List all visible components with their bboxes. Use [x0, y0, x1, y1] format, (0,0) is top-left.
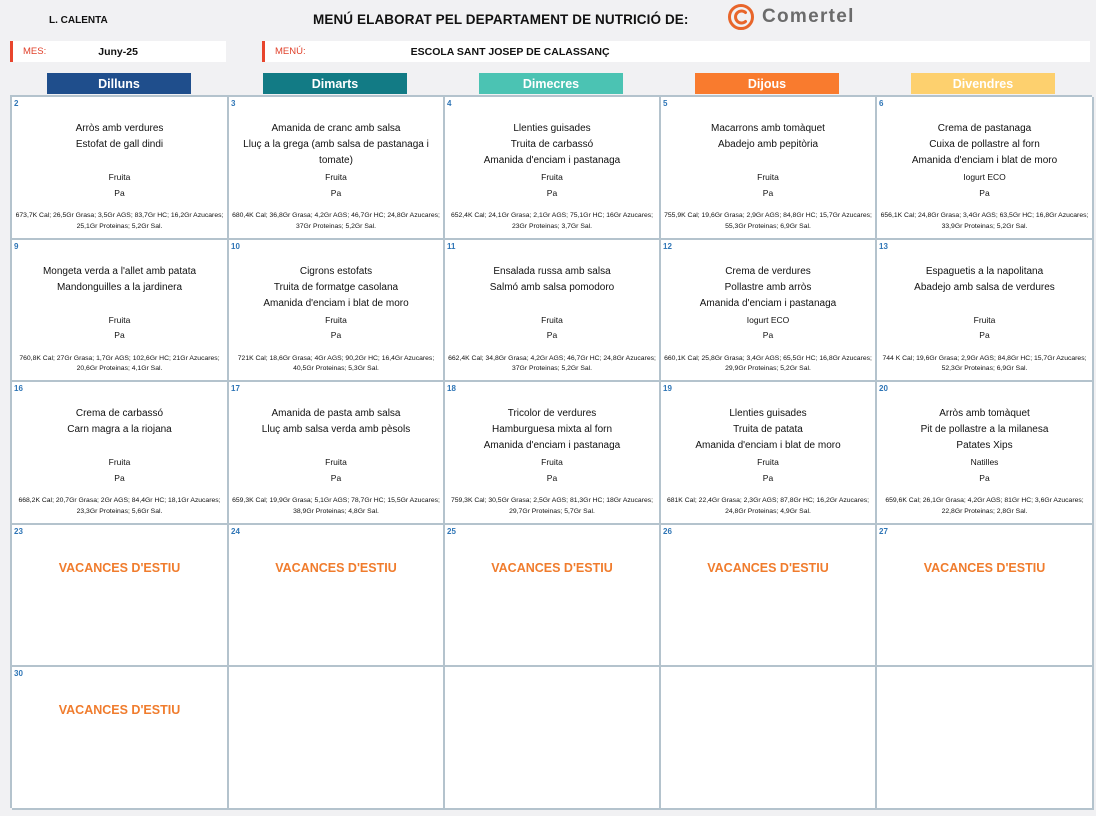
dish-list [665, 264, 871, 312]
extras-list [449, 313, 655, 344]
extras-list [16, 455, 223, 486]
day-number: 5 [663, 99, 668, 108]
day-number: 19 [663, 384, 672, 394]
dish-item: Pollastre amb arròs [724, 281, 812, 293]
day-number: 11 [447, 241, 456, 251]
day-cell-27 [877, 525, 1094, 668]
day-cell-5 [661, 97, 877, 240]
extra-item: Fruita [757, 172, 779, 182]
dish-item: Crema de verdures [725, 265, 811, 277]
extra-item: Pa [330, 472, 342, 483]
day-cell-19 [661, 382, 877, 525]
day-cell-17 [229, 382, 445, 525]
dish-item: Amanida de pasta amb salsa [271, 408, 401, 420]
extra-item: Pa [114, 472, 125, 483]
vacation-label: VACANCES D'ESTIU [58, 703, 181, 718]
day-cell-3 [229, 97, 445, 240]
extra-item: Pa [546, 187, 558, 198]
vacation-label: VACANCES D'ESTIU [275, 560, 397, 575]
dish-item: Crema de carbassó [75, 408, 164, 420]
dish-item: Cigrons estofats [299, 265, 373, 277]
dish-item: Lluç a la grega (amb salsa de pastanaga i tomate) [243, 139, 429, 166]
dish-item: Salmó amb salsa pomodoro [489, 281, 615, 293]
dish-item: Cuixa de pollastre al forn [929, 139, 1040, 150]
menu-calendar-grid [10, 95, 1092, 808]
dish-list [665, 406, 871, 454]
extra-item: Pa [979, 187, 990, 198]
nutrition-info: 721K Cal; 18,6Gr Grasa; 4Gr AGS; 90,2Gr HC; 16,4Gr Azucares; 40,5Gr Proteinas; 5,3Gr Sal. [237, 354, 435, 373]
company-logo [728, 4, 855, 30]
day-cell-13 [877, 240, 1094, 383]
extras-list [449, 455, 655, 486]
dish-list [233, 264, 439, 312]
comertel-logo-icon [728, 4, 754, 30]
extra-item: Fruita [541, 172, 563, 182]
extra-item: Natilles [970, 457, 999, 468]
day-cell-20 [877, 382, 1094, 525]
page-title: MENÚ ELABORAT PEL DEPARTAMENT DE NUTRICIÓ DE: [313, 12, 689, 27]
empty-day-cell [445, 667, 661, 810]
extras-list [881, 170, 1088, 201]
month-value: Juny-25 [98, 45, 138, 58]
month-field [10, 41, 226, 62]
weekday-header-2: Dimecres [479, 73, 623, 94]
menu-field [262, 41, 1090, 62]
day-cell-4 [445, 97, 661, 240]
dish-list [449, 406, 655, 454]
empty-day-cell [661, 667, 877, 810]
dish-list [881, 121, 1088, 169]
dish-item: Amanida de cranc amb salsa [271, 123, 401, 134]
day-cell-10 [229, 240, 445, 383]
nutrition-info: 660,1K Cal; 25,8Gr Grasa; 3,4Gr AGS; 65,5Gr HC; 16,8Gr Azucares; 29,9Gr Proteinas; 5,2Gr Sal. [664, 354, 872, 373]
day-number: 10 [231, 241, 240, 251]
extra-item: Iogurt ECO [746, 314, 790, 325]
day-number: 16 [14, 384, 23, 394]
weekday-header [0, 73, 1096, 94]
dish-item: Llenties guisades [729, 408, 807, 420]
day-number: 27 [879, 526, 888, 536]
day-cell-24 [229, 525, 445, 668]
dish-item: Carn magra a la riojana [67, 424, 172, 436]
day-cell-6 [877, 97, 1094, 240]
day-number: 4 [447, 99, 452, 108]
empty-day-cell [229, 667, 445, 810]
extra-item: Fruita [757, 457, 779, 468]
day-number: 3 [231, 99, 236, 108]
extra-item: Pa [762, 330, 774, 341]
day-cell-12 [661, 240, 877, 383]
extras-list [665, 170, 871, 201]
extra-item: Pa [546, 330, 558, 341]
day-cell-2 [12, 97, 229, 240]
day-cell-11 [445, 240, 661, 383]
weekday-header-3: Dijous [695, 73, 839, 94]
day-cell-25 [445, 525, 661, 668]
extras-list [665, 455, 871, 486]
extra-item: Pa [979, 330, 990, 341]
dish-item: Mongeta verda a l'allet amb patata [42, 265, 197, 277]
nutrition-info: 659,6K Cal; 26,1Gr Grasa; 4,2Gr AGS; 81Gr HC; 3,6Gr Azucares; 22,8Gr Proteinas; 2,8Gr Sal. [885, 497, 1084, 515]
day-cell-9 [12, 240, 229, 383]
day-cell-26 [661, 525, 877, 668]
day-cell-16 [12, 382, 229, 525]
dish-item: Patates Xips [956, 440, 1013, 452]
dish-item: Amanida d'enciam i pastanaga [483, 440, 621, 452]
dish-item: Ensalada russa amb salsa [493, 265, 611, 277]
dish-item: Crema de pastanaga [937, 123, 1032, 134]
nutrition-info: 755,9K Cal; 19,6Gr Grasa; 2,9Gr AGS; 84,8Gr HC; 15,7Gr Azucares; 55,3Gr Proteinas; 6,9Gr Sal. [664, 212, 872, 230]
extra-item: Pa [762, 187, 774, 198]
vacation-label: VACANCES D'ESTIU [707, 560, 829, 575]
nutrition-info: 656,1K Cal; 24,8Gr Grasa; 3,4Gr AGS; 63,5Gr HC; 16,8Gr Azucares; 33,9Gr Proteinas; 5,2Gr Sal. [880, 212, 1089, 230]
dish-item: Macarrons amb tomàquet [711, 123, 825, 134]
dish-item: Truita de patata [733, 424, 803, 436]
day-cell-23 [12, 525, 229, 668]
vacation-label: VACANCES D'ESTIU [923, 560, 1046, 575]
dish-item: Pit de pollastre a la milanesa [920, 424, 1049, 436]
day-number: 13 [879, 241, 888, 251]
nutrition-info: 652,4K Cal; 24,1Gr Grasa; 2,1Gr AGS; 75,1Gr HC; 16Gr Azucares; 23Gr Proteinas; 3,7Gr Sal. [450, 212, 654, 230]
dish-item: Hamburguesa mixta al forn [491, 424, 613, 436]
nutrition-info: 662,4K Cal; 34,8Gr Grasa; 4,2Gr AGS; 46,7Gr HC; 24,8Gr Azucares; 37Gr Proteinas; 5,2Gr Sal. [448, 354, 656, 373]
dish-item: Abadejo amb salsa de verdures [914, 281, 1055, 293]
dish-list [449, 121, 655, 169]
extras-list [449, 170, 655, 201]
dish-item: Amanida d'enciam i pastanaga [483, 155, 621, 166]
day-number: 30 [14, 669, 23, 679]
extras-list [665, 313, 871, 344]
extras-list [16, 313, 223, 344]
extras-list [881, 313, 1088, 344]
day-number: 2 [14, 99, 19, 108]
dish-list [233, 406, 439, 438]
extra-item: Fruita [973, 314, 996, 325]
extras-list [233, 455, 439, 486]
weekday-header-4: Divendres [911, 73, 1055, 94]
nutrition-info: 659,3K Cal; 19,9Gr Grasa; 5,1Gr AGS; 78,7Gr HC; 15,5Gr Azucares; 38,9Gr Proteinas; 4,8Gr Sal. [232, 497, 440, 515]
dish-item: Espaguetis a la napolitana [925, 265, 1044, 277]
extra-item: Fruita [541, 314, 563, 325]
dish-item: Arròs amb verdures [75, 123, 164, 134]
extra-item: Pa [114, 330, 125, 341]
dish-item: Tricolor de verdures [507, 408, 597, 420]
vacation-label: VACANCES D'ESTIU [58, 560, 181, 575]
dish-item: Amanida d'enciam i pastanaga [699, 297, 837, 309]
dish-list [233, 121, 439, 169]
day-number: 9 [14, 241, 19, 251]
dish-list [16, 264, 223, 296]
day-number: 23 [14, 526, 23, 536]
extra-item: Fruita [108, 314, 131, 325]
day-number: 25 [447, 526, 456, 536]
extras-list [233, 170, 439, 201]
extra-item: Iogurt ECO [963, 172, 1006, 182]
extra-item: Fruita [108, 457, 131, 468]
dish-item: Amanida d'enciam i blat de moro [263, 297, 409, 309]
nutrition-info: 760,8K Cal; 27Gr Grasa; 1,7Gr AGS; 102,6Gr HC; 21Gr Azucares; 20,6Gr Proteinas; 4,1Gr Sal. [19, 354, 220, 373]
menu-value: ESCOLA SANT JOSEP DE CALASSANÇ [410, 45, 610, 58]
nutrition-info: 668,2K Cal; 20,7Gr Grasa; 2Gr AGS; 84,4Gr HC; 18,1Gr Azucares; 23,3Gr Proteinas; 5,6Gr Sal. [18, 497, 221, 515]
dish-item: Estofat de gall dindi [75, 139, 164, 150]
extra-item: Pa [330, 187, 342, 198]
day-cell-30 [12, 667, 229, 810]
day-number: 20 [879, 384, 888, 394]
day-number: 12 [663, 241, 672, 251]
weekday-header-0: Dilluns [47, 73, 191, 94]
month-label: MES: [23, 46, 47, 57]
dish-item: Lluç amb salsa verda amb pèsols [261, 424, 411, 436]
dish-list [449, 264, 655, 296]
vacation-label: VACANCES D'ESTIU [491, 560, 613, 575]
owner-label: L. CALENTA [49, 15, 108, 26]
dish-item: Truita de carbassó [510, 139, 594, 150]
day-number: 6 [879, 99, 884, 108]
day-number: 26 [663, 526, 672, 536]
day-cell-18 [445, 382, 661, 525]
nutrition-info: 680,4K Cal; 36,8Gr Grasa; 4,2Gr AGS; 46,7Gr HC; 24,8Gr Azucares; 37Gr Proteinas; 5,2Gr Sal. [232, 212, 440, 230]
extra-item: Fruita [541, 457, 563, 468]
extra-item: Pa [979, 472, 990, 483]
dish-item: Amanida d'enciam i blat de moro [911, 155, 1058, 166]
nutrition-info: 759,3K Cal; 30,5Gr Grasa; 2,5Gr AGS; 81,3Gr HC; 18Gr Azucares; 29,7Gr Proteinas; 5,7Gr Sal. [450, 497, 654, 515]
dish-item: Mandonguilles a la jardinera [56, 281, 183, 293]
extra-item: Pa [330, 330, 342, 341]
extra-item: Fruita [325, 457, 347, 468]
dish-list [665, 121, 871, 153]
dish-item: Arròs amb tomàquet [939, 408, 1030, 420]
extra-item: Fruita [325, 172, 347, 182]
dish-list [881, 264, 1088, 296]
extras-list [881, 455, 1088, 486]
nutrition-info: 681K Cal; 22,4Gr Grasa; 2,3Gr AGS; 87,8Gr HC; 16,2Gr Azucares; 24,8Gr Proteinas; 4,9Gr Sal. [666, 497, 870, 515]
nutrition-info: 673,7K Cal; 26,5Gr Grasa; 3,5Gr AGS; 83,7Gr HC; 16,2Gr Azucares; 25,1Gr Proteinas; 5,2Gr Sal. [15, 212, 224, 230]
nutrition-info: 744 K Cal; 19,6Gr Grasa; 2,9Gr AGS; 84,8Gr HC; 15,7Gr Azucares; 52,3Gr Proteinas; 6,9Gr Sal. [882, 354, 1087, 373]
weekday-header-1: Dimarts [263, 73, 407, 94]
extra-item: Fruita [325, 314, 347, 325]
dish-list [16, 406, 223, 438]
empty-day-cell [877, 667, 1094, 810]
dish-item: Abadejo amb pepitòria [717, 139, 819, 150]
day-number: 24 [231, 526, 240, 536]
menu-label: MENÚ: [275, 46, 306, 57]
extra-item: Pa [546, 472, 558, 483]
extra-item: Pa [762, 472, 774, 483]
extras-list [233, 313, 439, 344]
dish-list [881, 406, 1088, 454]
logo-text: Comertel [762, 6, 855, 27]
day-number: 17 [231, 384, 240, 394]
dish-item: Amanida d'enciam i blat de moro [695, 440, 841, 452]
extras-list [16, 170, 223, 201]
dish-item: Llenties guisades [513, 123, 591, 134]
extra-item: Pa [114, 187, 125, 198]
day-number: 18 [447, 384, 456, 394]
dish-item: Truita de formatge casolana [273, 281, 399, 293]
dish-list [16, 121, 223, 153]
extra-item: Fruita [108, 172, 131, 182]
